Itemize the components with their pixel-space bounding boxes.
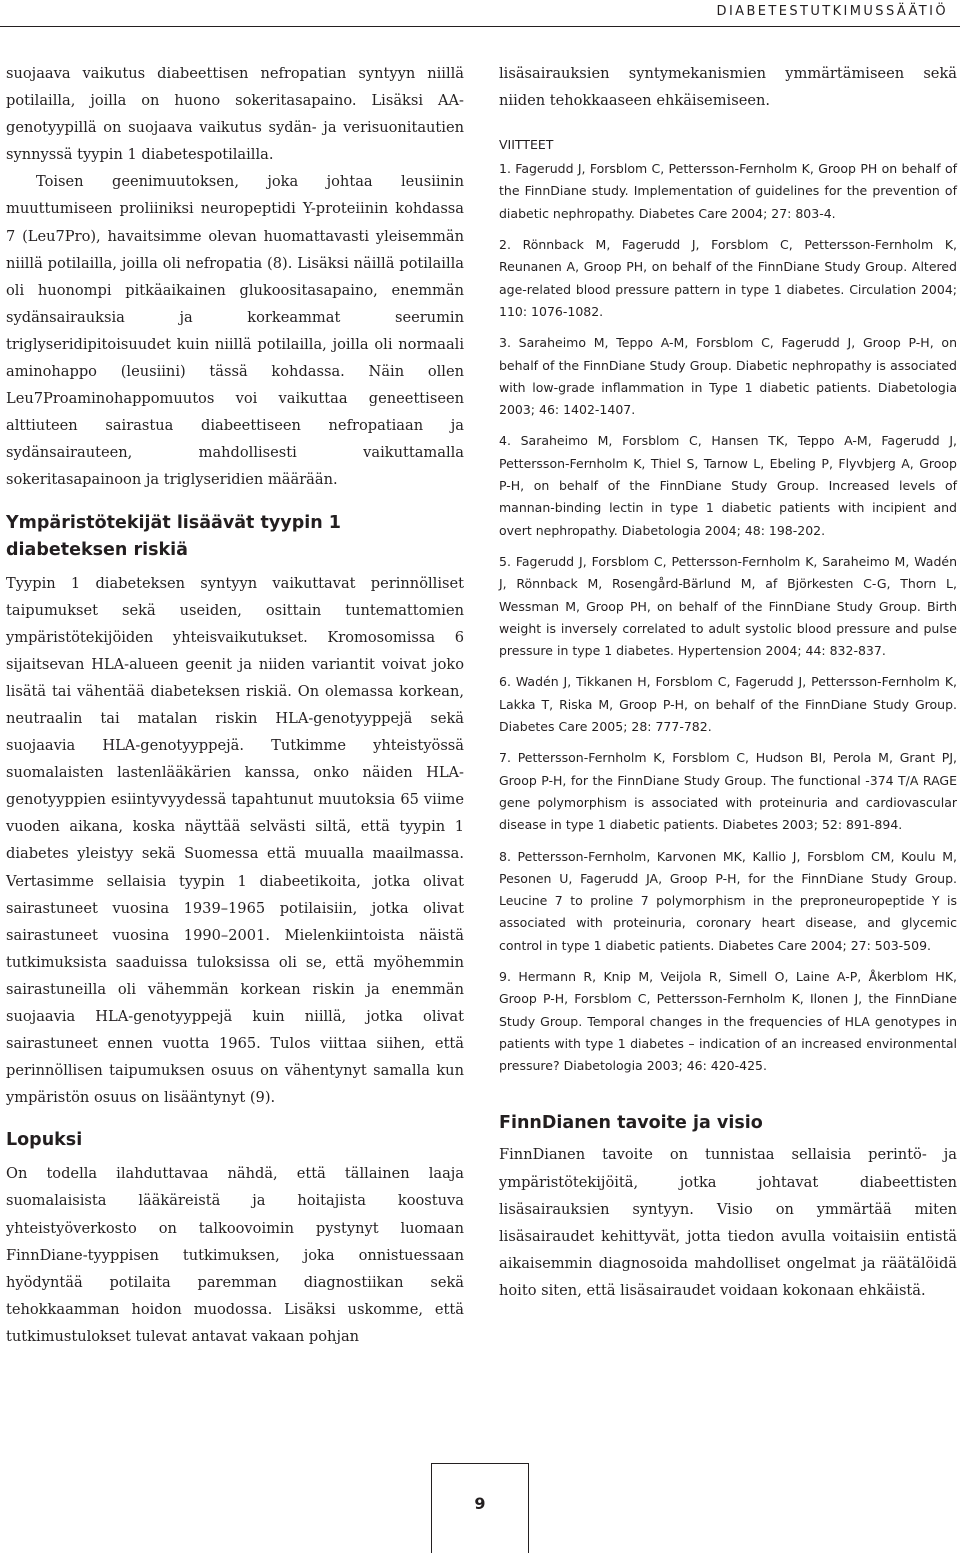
reference-item: 6. Wadén J, Tikkanen H, Forsblom C, Fagerudd J, Pettersson-Fernholm K, Lakka T, Riska M, Groop P-H, on behalf of the FinnDiane Study Group. Diabetes Care 2005; 28: 777-782. xyxy=(499,674,957,735)
body-paragraph: On todella ilahduttavaa nähdä, että tällainen laaja suomalaisista lääkäreistä ja hoitajista koostuva yhteistyöverkosto on talkoovoimin pystynyt luomaan FinnDiane-tyyppisen tutkimuksen, joka onnistuessaan hyödyntää potilaita paremman diagnostiikan sekä tehokkaamman hoidon muodossa. Lisäksi uskomme, että tutkimustulokset tulevat antavat vakaan pohjan xyxy=(6,1165,464,1345)
reference-item: 4. Saraheimo M, Forsblom C, Hansen TK, Teppo A-M, Fagerudd J, Pettersson-Fernholm K, Thiel S, Tarnow L, Ebeling P, Flyvbjerg A, Groop P-H, on behalf of the FinnDiane Study Group. Increased levels of mannan-binding lectin in type 1 diabetic patients with incipient and overt nephropathy. Diabetologia 2004; 48: 198-202. xyxy=(499,433,957,538)
reference-item: 7. Pettersson-Fernholm K, Forsblom C, Hudson BI, Perola M, Grant PJ, Groop P-H, for the FinnDiane Study Group. The functional -374 T/A RAGE gene polymorphism is associated with proteinuria and cardiovascular disease in type 1 diabetic patients. Diabetes 2003; 52: 891-894. xyxy=(499,750,957,833)
reference-item: 1. Fagerudd J, Forsblom C, Pettersson-Fernholm K, Groop PH on behalf of the FinnDiane study. Implementation of guidelines for the prevention of diabetic nephropathy. Diabetes Care 2004; 27: 803-4. xyxy=(499,161,957,221)
reference-item: 8. Pettersson-Fernholm, Karvonen MK, Kallio J, Forsblom CM, Koulu M, Pesonen U, Fagerudd JA, Groop P-H, for the FinnDiane Study Group. Leucine 7 to proline 7 polymorphism in the preproneuropeptide Y is associated with proteinuria, coronary heart disease, and glycemic control in type 1 diabetic patients. Diabetes Care 2004; 27: 503-509. xyxy=(499,848,957,953)
reference-item: 9. Hermann R, Knip M, Veijola R, Simell O, Laine A-P, Åkerblom HK, Groop P-H, Forsblom C, Pettersson-Fernholm K, Ilonen J, the FinnDiane Study Group. Temporal changes in the frequencies of HLA genotypes in patients with type 1 diabetes – indication of an increased environmental pressure? Diabetologia 2003; 46: 420-425. xyxy=(499,968,957,1074)
body-paragraph: Toisen geenimuutoksen, joka johtaa leusiinin muuttumiseen proliiniksi neuropeptidi Y-proteiinin kohdassa 7 (Leu7Pro), havaitsimme olevan huomattavasti yleisemmän niillä potilailla, joilla oli nefropatia (8). Lisäksi näillä potilailla oli huonompi pitkäaikainen glukoositasapaino, enemmän sydänsairauksia ja korkeammat seerumin triglyseridipitoisuudet kuin niillä potilailla, joilla oli normaali aminohappo (leusiini) tässä kohdassa. Näin ollen Leu7Proaminohappomuutos voi vaikuttaa geneettiseen alttiuteen sairastua diabeettiseen nefropatiaan ja sydänsairauteen, mahdollisesti vaikuttamalla sokeritasapainoon ja triglyseridien määrään. xyxy=(6,173,464,489)
references-label: VIITTEET xyxy=(499,137,554,153)
body-paragraph: suojaava vaikutus diabeettisen nefropatian syntyyn niillä potilailla, joilla on huono sokeritasapaino. Lisäksi AA-genotyypillä on suojaava vaikutus sydän- ja verisuonitautien synnyssä tyypin 1 diabetespotilailla. xyxy=(6,65,464,164)
page-number: 9 xyxy=(474,1494,486,1513)
reference-list xyxy=(499,158,957,1077)
page-number-box xyxy=(431,1463,529,1553)
reference-item: 3. Saraheimo M, Teppo A-M, Forsblom C, Fagerudd J, Groop P-H, on behalf of the FinnDiane Study Group. Diabetic nephropathy is associated with low-grade inflammation in Type 1 diabetic patients. Diabetologia 2003; 46: 1402-1407. xyxy=(499,335,957,418)
section-heading-environment: Ympäristötekijät lisäävät tyypin 1 diabeteksen riskiä xyxy=(6,512,341,560)
page-header xyxy=(0,0,960,27)
right-column xyxy=(499,60,957,1304)
reference-item: 2. Rönnback M, Fagerudd J, Forsblom C, Pettersson-Fernholm K, Reunanen A, Groop PH, on behalf of the FinnDiane Study Group. Altered age-related blood pressure pattern in type 1 diabetes. Circulation 2004; 110: 1076-1082. xyxy=(499,237,957,319)
reference-item: 5. Fagerudd J, Forsblom C, Pettersson-Fernholm K, Saraheimo M, Wadén J, Rönnback M, Rosengård-Bärlund M, af Björkesten C-G, Thorn L, Wessman M, Groop PH, on behalf of the FinnDiane Study Group. Birth weight is inversely correlated to adult systolic blood pressure and pulse pressure in type 1 diabetes. Hypertension 2004; 44: 832-837. xyxy=(499,553,957,659)
journal-title: DIABETESTUTKIMUSSÄÄTIÖ xyxy=(716,4,948,19)
section-heading-goal: FinnDianen tavoite ja visio xyxy=(499,1113,763,1134)
body-paragraph: FinnDianen tavoite on tunnistaa sellaisia perintö- ja ympäristötekijöitä, jotka johtavat diabeettisten lisäsairauksien syntyyn. Visio on ymmärtää miten lisäsairaudet kehittyvät, jotta tiedon avulla voitaisiin entistä aikaisemmin diagnosoida mahdolliset ongelmat ja räätälöidä hoito siten, että lisäsairaudet voidaan kokonaan ehkäistä. xyxy=(499,1146,957,1299)
body-paragraph: Tyypin 1 diabeteksen syntyyn vaikuttavat perinnölliset taipumukset sekä useiden, osittain tuntemattomien ympäristötekijöiden yhteisvaikutukset. Kromosomissa 6 sijaitsevan HLA-alueen geenit ja niiden variantit voivat joko lisätä tai vähentää diabeteksen riskiä. On olemassa korkean, neutraalin tai matalan riskin HLA-genotyyppejä sekä suojaavia HLA-genotyyppejä. Tutkimme yhteistyössä suomalaisten lastenlääkärien kanssa, onko näiden HLA-genotyyppien esiintyvyydessä tapahtunut muutoksia 65 viime vuoden aikana, koska näyttää selvästi siltä, että tyypin 1 diabetes yleistyy sekä Suomessa että muualla maailmassa. Vertasimme sellaisia tyypin 1 diabeetikoita, jotka olivat sairastuneet vuosina 1939–1965 potilaisiin, jotka olivat sairastuneet vuosina 1990–2001. Mielenkiintoista näistä tutkimuksista saaduissa tuloksissa oli se, että myöhemmin sairastuneilla oli vähemmän korkean riskin ja enemmän suojaavia HLA-genotyyppejä kuin niillä, jotka olivat sairastuneet ennen vuotta 1965. Tulos viittaa siihen, että perinnöllisen taipumuksen osuus on vähentynyt samalla kun ympäristön osuus on lisääntynyt (9). xyxy=(6,574,464,1107)
body-paragraph: lisäsairauksien syntymekanismien ymmärtämiseen sekä niiden tehokkaaseen ehkäisemiseen. xyxy=(499,65,957,110)
section-heading-conclusion: Lopuksi xyxy=(6,1130,83,1151)
left-column xyxy=(6,60,464,1350)
